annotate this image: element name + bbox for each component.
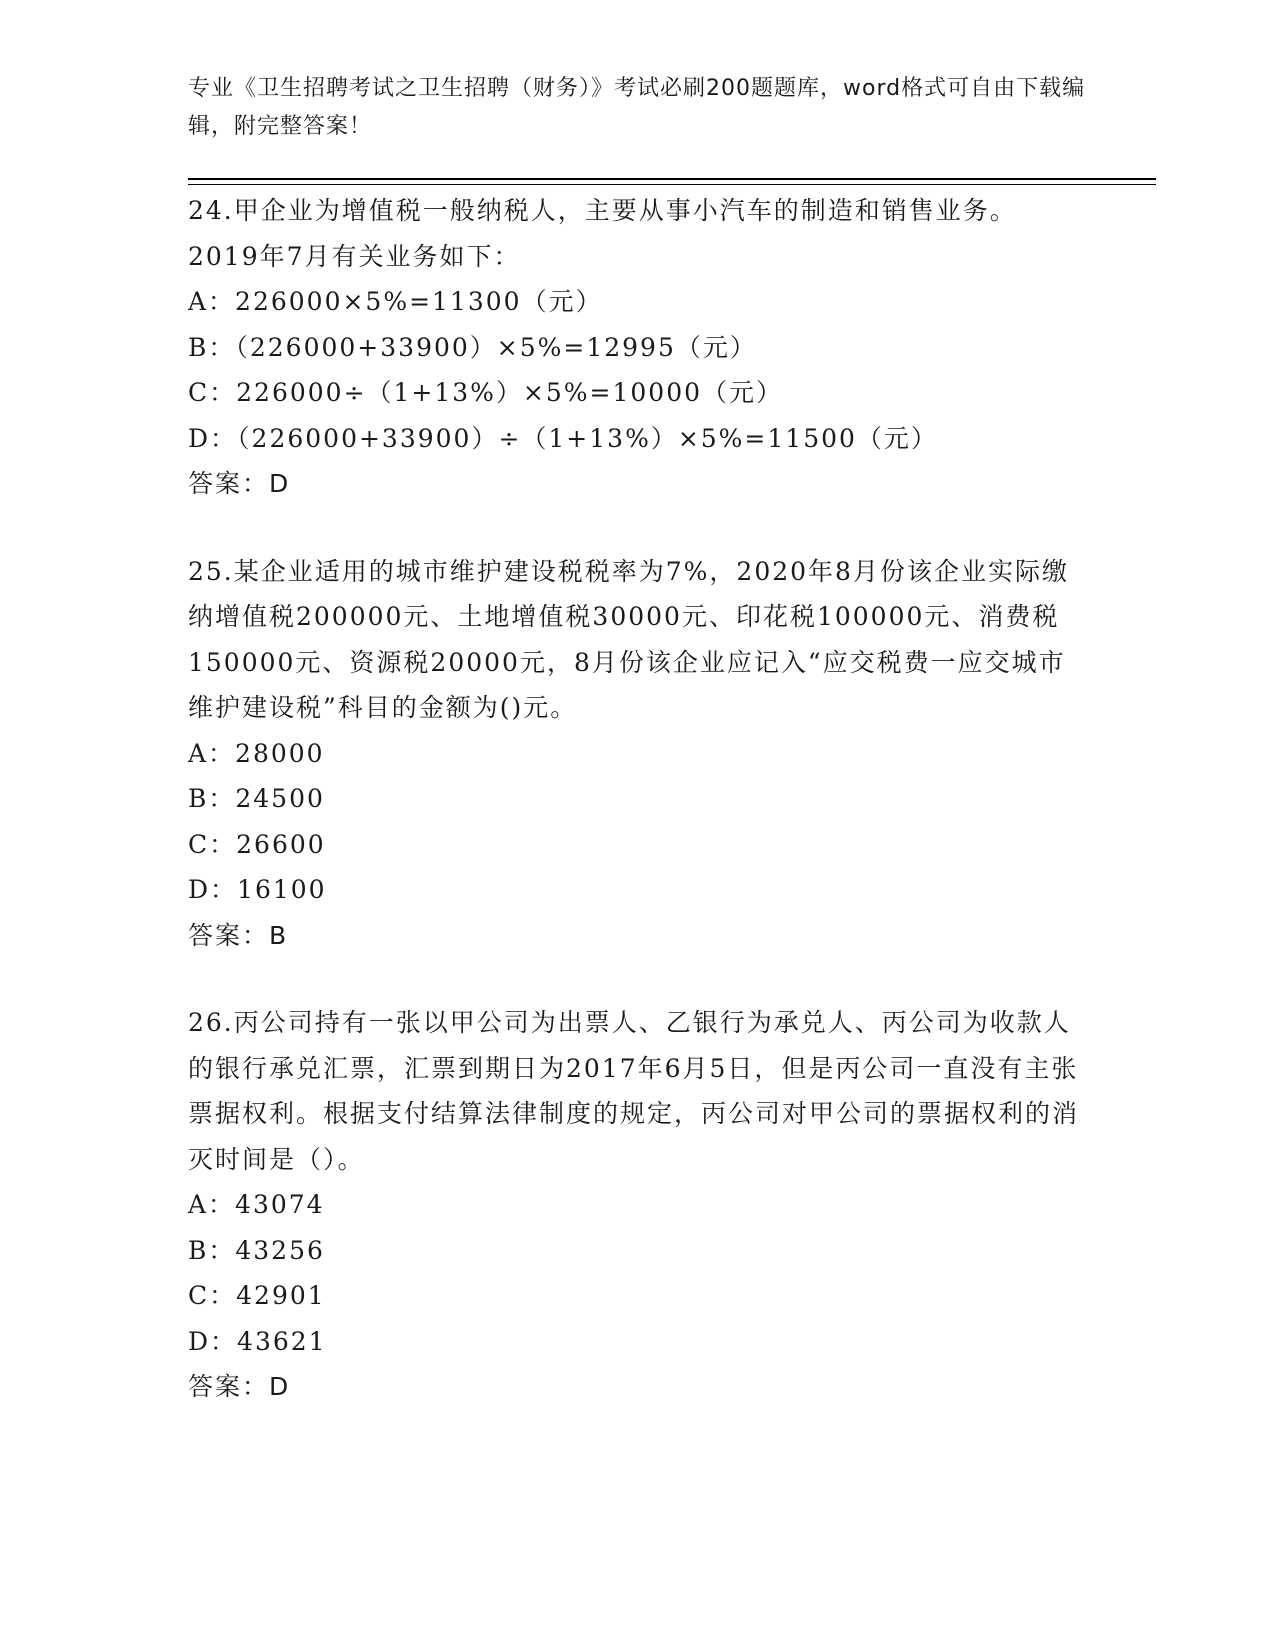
option-d: D：43621 (188, 1326, 327, 1356)
question-list (188, 188, 1088, 1452)
option-a: A：43074 (188, 1190, 325, 1219)
question-text: 24.甲企业为增值税一般纳税人，主要从事小汽车的制造和销售业务。2019年7月有关业务如下： (188, 196, 1017, 271)
option-b: B：24500 (188, 784, 325, 813)
option-a: A：226000×5%=11300（元） (188, 287, 603, 316)
option-a: A：28000 (188, 738, 325, 768)
option-c: C：226000÷（1+13%）×5%=10000（元） (188, 378, 784, 407)
question-text: 25.某企业适用的城市维护建设税税率为7%，2020年8月份该企业实际缴纳增值税200000元、土地增值税30000元、印花税100000元、消费税150000元、资源税20000元，8月份该企业应记入“应交税费一应交城市维护建设税”科目的金额为()元。 (188, 556, 1069, 722)
answer-line: 答案：D (188, 1372, 291, 1401)
question-26 (188, 1000, 1088, 1410)
option-c: C：26600 (188, 829, 326, 859)
document-header: 专业《卫生招聘考试之卫生招聘（财务）》考试必刷200题题库，word格式可自由下载编辑，附完整答案！ (188, 76, 1086, 139)
option-c: C：42901 (188, 1281, 326, 1310)
header-rule-thin (188, 184, 1156, 185)
option-d: D：16100 (188, 875, 327, 904)
question-25 (188, 549, 1088, 959)
header-rule-thick (188, 178, 1156, 180)
answer-line: 答案：D (188, 469, 291, 498)
question-text: 26.丙公司持有一张以甲公司为出票人、乙银行为承兑人、丙公司为收款人的银行承兑汇票，汇票到期日为2017年6月5日，但是丙公司一直没有主张票据权利。根据支付结算法律制度的规定，丙公司对甲公司的票据权利的消灭时间是（）。 (188, 1008, 1080, 1174)
question-24 (188, 188, 1088, 507)
option-b: B：（226000+33900）×5%=12995（元） (188, 332, 757, 362)
option-d: D：（226000+33900）÷（1+13%）×5%=11500（元） (188, 423, 938, 453)
option-b: B：43256 (188, 1235, 325, 1265)
answer-line: 答案：B (188, 920, 289, 950)
